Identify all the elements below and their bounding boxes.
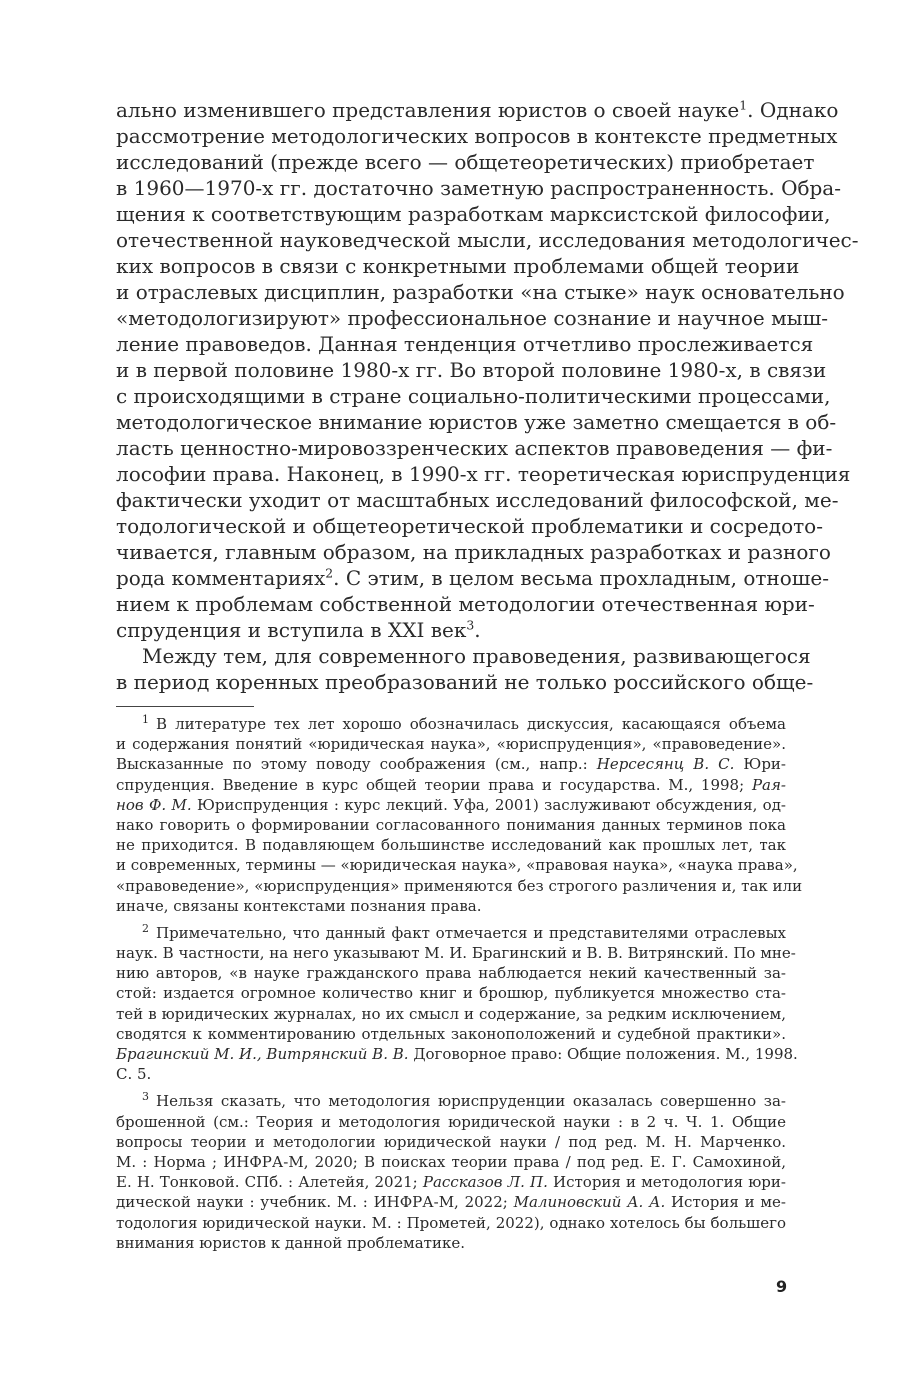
footnote-line: внимания юристов к данной проблематике. — [116, 1233, 465, 1252]
footnote-number: 1 — [142, 713, 149, 726]
footnote-line: брошенной (см.: Теория и методология юридической науки : в 2 ч. Ч. 1. Общие — [116, 1112, 786, 1131]
cited-author: Рассказов Л. П. — [422, 1173, 548, 1192]
footnote — [116, 1091, 786, 1253]
footnote-line: наук. В частности, на него указывают М. И. Брагинский и В. В. Витрянский. По мне- — [116, 944, 796, 963]
footnote-line: Е. Н. Тонковой. СПб. : Алетейя, 2021; Рассказов Л. П. История и методология юри- — [116, 1173, 786, 1192]
main-text-line: «методологизируют» профессиональное сознание и научное мыш- — [116, 306, 828, 330]
main-text-line: рода комментариях$^2$. С этим, в целом весьма прохладным, отноше- — [116, 565, 829, 590]
main-text-line: в 1960—1970-х гг. достаточно заметную распространенность. Обра- — [116, 176, 841, 200]
cited-author: Малиновский А. А. — [513, 1193, 666, 1212]
main-text-line: тодологической и общетеоретической проблематики и сосредото- — [116, 514, 823, 538]
footnote-line: тей в юридических журналах, но их смысл и содержание, за редким исключением, — [116, 1004, 786, 1023]
main-text-line: и в первой половине 1980-х гг. Во второй половине 1980-х, в связи — [116, 358, 827, 382]
main-text-line: чивается, главным образом, на прикладных разработках и разного — [116, 540, 831, 564]
cited-author: Рая- — [751, 775, 786, 794]
main-text-line: отечественной науковедческой мысли, исследования методологичес- — [116, 228, 859, 252]
footnote — [116, 921, 798, 1085]
main-text-line: ление правоведов. Данная тенденция отчетливо прослеживается — [116, 332, 814, 356]
footnote-line: $^1$ В литературе тех лет хорошо обозначилась дискуссия, касающаяся объема — [142, 713, 786, 733]
footnote-line: М. : Норма ; ИНФРА-М, 2020; В поисках теории права / под ред. Е. Г. Самохиной, — [116, 1152, 786, 1171]
footnote-line: и содержания понятий «юридическая наука», «юриспруденция», «правоведение». — [116, 735, 786, 754]
footnote-line: спруденция. Введение в курс общей теории права и государства. М., 1998; Рая- — [116, 775, 786, 794]
footnote — [116, 713, 803, 916]
main-text-line: ласть ценностно-мировоззренческих аспектов правоведения — фи- — [116, 436, 833, 460]
footnotes — [116, 713, 803, 1253]
cited-author: Нерсесянц В. С. — [596, 755, 735, 774]
footnote-line: и современных, термины — «юридическая наука», «правовая наука», «наука права», — [116, 856, 798, 875]
footnote-line: С. 5. — [116, 1065, 152, 1084]
main-text-line: ально изменившего представления юристов о своей науке$^1$. Однако — [116, 97, 839, 122]
main-text-line: и отраслевых дисциплин, разработки «на стыке» наук основательно — [116, 280, 845, 304]
main-text-line: рассмотрение методологических вопросов в контексте предметных — [116, 124, 838, 148]
footnote-reference: 2 — [325, 565, 334, 581]
footnote-line: «правоведение», «юриспруденция» применяются без строгого различения и, так или — [116, 876, 803, 895]
main-text — [116, 97, 859, 695]
footnote-line: $^2$ Примечательно, что данный факт отмечается и представителями отраслевых — [142, 921, 786, 942]
footnote-separator — [116, 706, 254, 707]
main-text-line: ких вопросов в связи с конкретными проблемами общей теории — [116, 254, 800, 278]
footnote-line: стой: издается огромное количество книг и брошюр, публикуется множество ста- — [116, 984, 786, 1003]
main-text-line: спруденция и вступила в XXI век$^3$. — [116, 617, 481, 642]
footnote-line: иначе, связаны контекстами познания права. — [116, 896, 482, 915]
footnote-line: дической науки : учебник. М. : ИНФРА-М, 2022; Малиновский А. А. История и ме- — [116, 1193, 786, 1212]
footnote-reference: 1 — [739, 97, 748, 113]
page-number: 9 — [776, 1277, 788, 1296]
footnote-line: $^3$ Нельзя сказать, что методология юриспруденции оказалась совершенно за- — [142, 1090, 786, 1111]
footnote-line: нов Ф. М. Юриспруденция : курс лекций. Уфа, 2001) заслуживают обсуждения, од- — [116, 795, 787, 814]
footnote-number: 3 — [142, 1090, 149, 1104]
main-text-line: с происходящими в стране социально-политическими процессами, — [116, 384, 831, 408]
footnote-line: не приходится. В подавляющем большинстве исследований как прошлых лет, так — [116, 836, 786, 855]
main-text-line: нием к проблемам собственной методологии отечественная юри- — [116, 592, 815, 616]
footnote-line: Брагинский М. И., Витрянский В. В. Договорное право: Общие положения. М., 1998. — [116, 1045, 798, 1063]
footnote-line: вопросы теории и методологии юридической науки / под ред. М. Н. Марченко. — [116, 1132, 786, 1151]
main-text-line: исследований (прежде всего — общетеоретических) приобретает — [116, 150, 815, 174]
footnote-line: нако говорить о формировании согласованного понимания данных терминов пока — [116, 815, 786, 834]
cited-author: нов Ф. М. — [116, 795, 192, 814]
main-text-line: в период коренных преобразований не только российского обще- — [116, 670, 814, 694]
footnote-line: Высказанные по этому поводу соображения (см., напр.: Нерсесянц В. С. Юри- — [116, 755, 786, 774]
main-text-line: методологическое внимание юристов уже заметно смещается в об- — [116, 410, 837, 434]
footnote-line: сводятся к комментированию отдельных законоположений и судебной практики». — [116, 1024, 786, 1043]
main-text-line: щения к соответствующим разработкам марксистской философии, — [116, 202, 831, 226]
footnote-line: тодология юридической науки. М. : Прометей, 2022), однако хотелось бы большего — [116, 1213, 786, 1232]
footnote-number: 2 — [142, 921, 149, 935]
footnote-line: нию авторов, «в науке гражданского права наблюдается некий качественный за- — [116, 964, 786, 983]
main-text-line: фактически уходит от масштабных исследований философской, ме- — [116, 488, 839, 512]
footnote-reference: 3 — [466, 617, 475, 633]
main-text-line: Между тем, для современного правоведения, развивающегося — [142, 644, 811, 668]
cited-author: Брагинский М. И., Витрянский В. В. — [116, 1045, 409, 1063]
main-text-line: лософии права. Наконец, в 1990-х гг. теоретическая юриспруденция — [116, 462, 851, 486]
